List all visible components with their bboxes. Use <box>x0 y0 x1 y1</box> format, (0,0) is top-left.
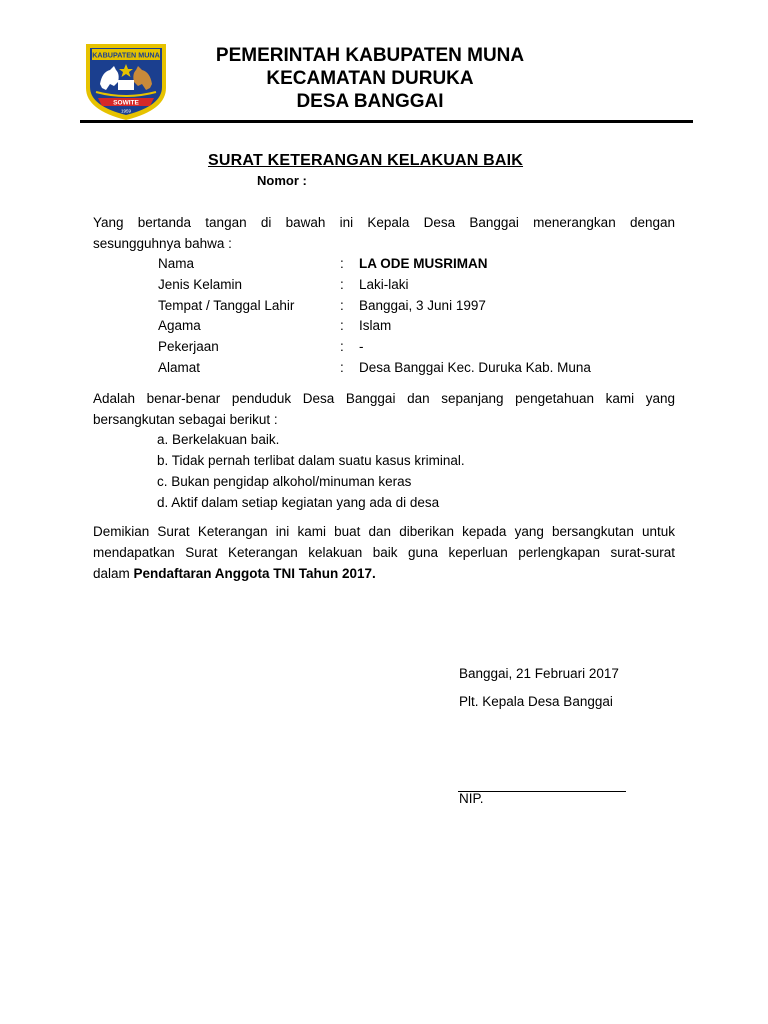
identity-value: Banggai, 3 Juni 1997 <box>359 297 486 313</box>
emblem-year-text: 1959 <box>120 108 132 114</box>
closing-paragraph <box>93 521 675 584</box>
intro-line: Yang bertanda tangan di bawah ini Kepala Desa Banggai menerangkan dengan <box>93 215 675 230</box>
closing-line <box>93 563 675 584</box>
list-item: c. Bukan pengidap alkohol/minuman keras <box>157 474 412 489</box>
list-item: a. Berkelakuan baik. <box>157 432 280 447</box>
identity-value: Desa Banggai Kec. Duruka Kab. Muna <box>359 359 591 375</box>
statement-line: Adalah benar-benar penduduk Desa Banggai dan sepanjang pengetahuan kami yang <box>93 391 675 406</box>
identity-row-birth <box>158 296 658 317</box>
closing-line: Demikian Surat Keterangan ini kami buat dan diberikan kepada yang bersangkutan untuk <box>93 524 675 539</box>
letterhead-divider <box>80 120 693 123</box>
closing-prefix: dalam <box>93 566 134 581</box>
identity-label: Pekerjaan <box>158 339 219 355</box>
letter-title: SURAT KETERANGAN KELAKUAN BAIK <box>208 152 524 169</box>
identity-row-name <box>158 254 658 275</box>
letterhead <box>190 44 550 113</box>
closing-line: mendapatkan Surat Keterangan kelakuan baik guna keperluan perlengkapan surat-surat <box>93 545 675 560</box>
list-item: d. Aktif dalam setiap kegiatan yang ada di desa <box>157 495 440 510</box>
statement-line: bersangkutan sebagai berikut : <box>93 412 278 427</box>
letterhead-district: KECAMATAN DURUKA <box>266 68 474 89</box>
identity-colon: : <box>340 339 344 355</box>
emblem-motto-text: SOWITE <box>113 99 139 107</box>
letterhead-village: DESA BANGGAI <box>296 91 444 112</box>
identity-label: Nama <box>158 256 195 271</box>
emblem-top-text: KABUPATEN MUNA <box>92 50 160 60</box>
intro-paragraph <box>93 212 675 254</box>
nip-label: NIP. <box>459 791 484 806</box>
identity-label: Tempat / Tanggal Lahir <box>158 297 295 313</box>
identity-colon: : <box>340 256 344 271</box>
intro-line: sesungguhnya bahwa : <box>93 236 232 251</box>
identity-table <box>158 254 658 379</box>
identity-label: Alamat <box>158 359 201 375</box>
kabupaten-muna-emblem-icon <box>82 40 170 122</box>
behavior-list <box>157 429 465 513</box>
identity-colon: : <box>340 318 344 334</box>
letter-number-label: Nomor : <box>257 173 307 188</box>
identity-row-gender <box>158 275 658 296</box>
identity-value: LA ODE MUSRIMAN <box>359 256 488 271</box>
identity-colon: : <box>340 359 344 375</box>
identity-label: Agama <box>158 318 201 334</box>
signatory-title: Plt. Kepala Desa Banggai <box>459 694 613 709</box>
identity-colon: : <box>340 276 344 292</box>
identity-label: Jenis Kelamin <box>158 276 243 292</box>
place-date: Banggai, 21 Februari 2017 <box>459 666 619 681</box>
identity-row-occupation <box>158 337 658 358</box>
list-item: b. Tidak pernah terlibat dalam suatu kasus kriminal. <box>157 453 465 468</box>
identity-colon: : <box>340 297 344 313</box>
identity-value: Laki-laki <box>359 276 409 292</box>
statement-paragraph <box>93 388 675 430</box>
letterhead-government: PEMERINTAH KABUPATEN MUNA <box>215 45 525 66</box>
closing-purpose: Pendaftaran Anggota TNI Tahun 2017. <box>133 566 376 581</box>
identity-row-religion <box>158 316 658 337</box>
identity-value: - <box>359 339 364 355</box>
identity-row-address <box>158 358 658 379</box>
identity-value: Islam <box>359 318 392 334</box>
